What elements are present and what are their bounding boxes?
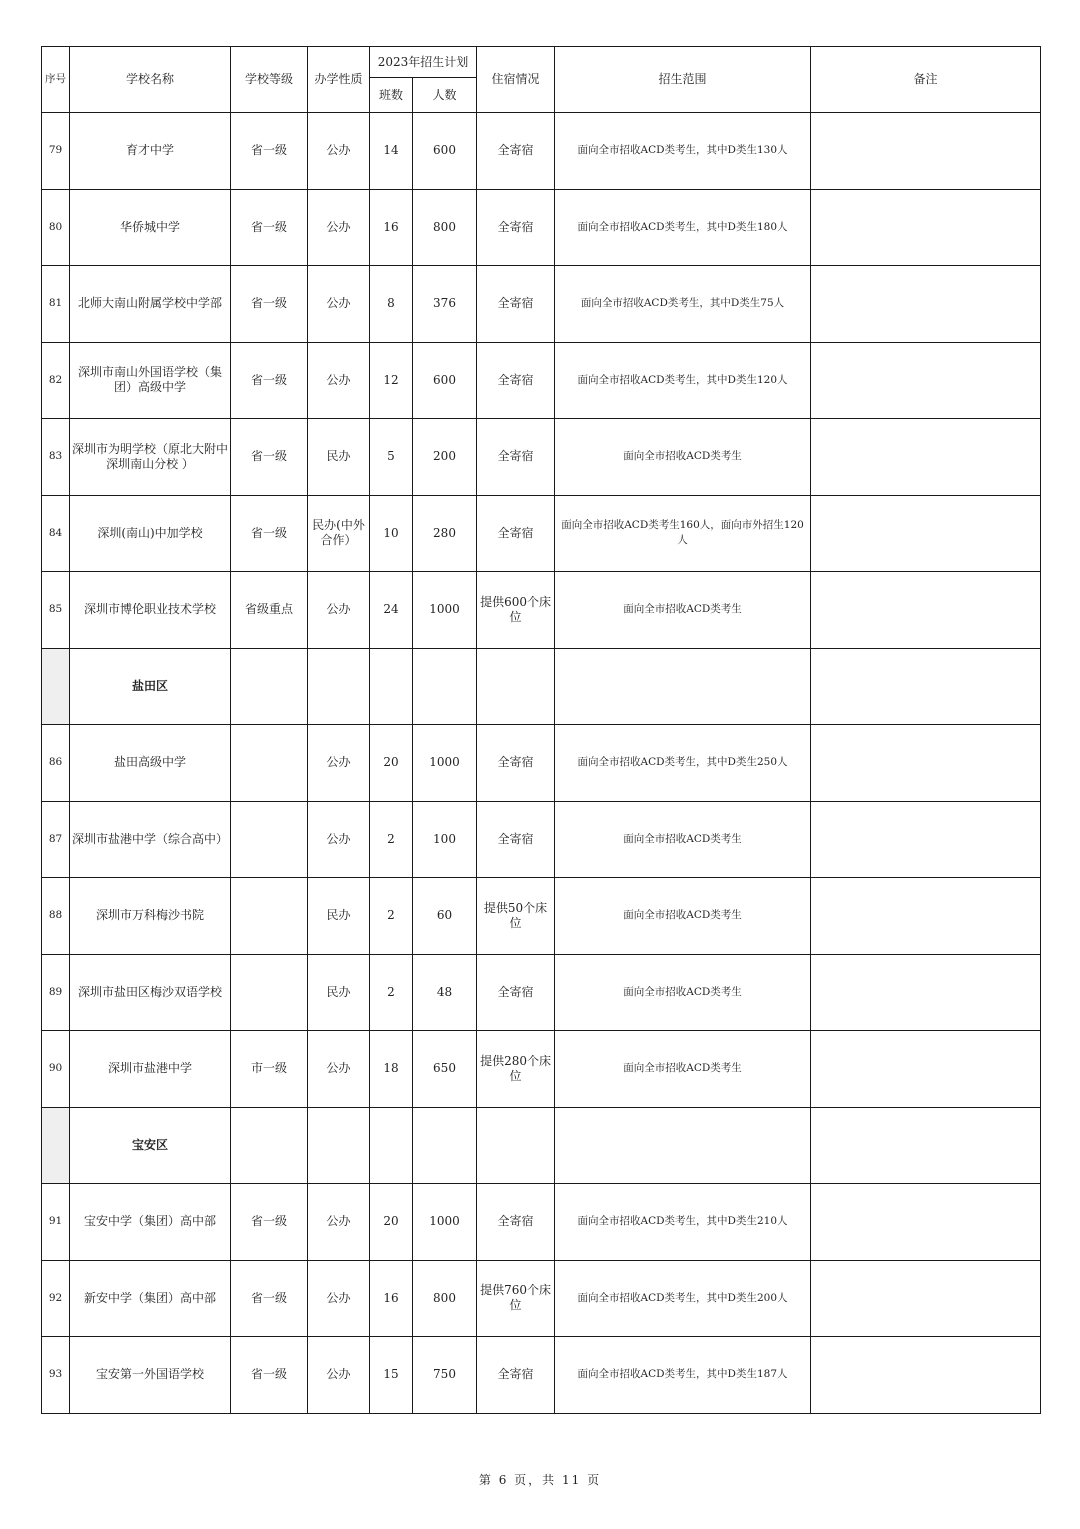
cell-scope: 面向全市招收ACD类考生160人，面向市外招生120人 <box>555 495 811 572</box>
cell-people: 1000 <box>413 1184 477 1261</box>
cell-seq: 91 <box>42 1184 70 1261</box>
cell-people: 650 <box>413 1031 477 1108</box>
cell-school-name: 深圳市盐港中学（综合高中） <box>70 801 231 878</box>
cell-school-name: 宝安第一外国语学校 <box>70 1337 231 1414</box>
cell-nature: 公办 <box>308 572 370 649</box>
header-plan: 2023年招生计划 <box>370 47 477 78</box>
district-row <box>42 648 1041 725</box>
cell-seq: 93 <box>42 1337 70 1414</box>
cell-school-name: 新安中学（集团）高中部 <box>70 1260 231 1337</box>
cell-remarks <box>811 1031 1041 1108</box>
cell-remarks <box>811 878 1041 955</box>
cell-nature: 公办 <box>308 725 370 802</box>
table-row <box>42 266 1041 343</box>
cell-seq: 82 <box>42 342 70 419</box>
cell-people: 280 <box>413 495 477 572</box>
cell-classes: 12 <box>370 342 413 419</box>
cell-remarks <box>811 1260 1041 1337</box>
cell-boarding: 全寄宿 <box>477 801 555 878</box>
table-row <box>42 342 1041 419</box>
empty-cell <box>555 648 811 725</box>
cell-people: 600 <box>413 342 477 419</box>
cell-classes: 8 <box>370 266 413 343</box>
cell-classes: 14 <box>370 113 413 190</box>
cell-boarding: 全寄宿 <box>477 495 555 572</box>
cell-school-name: 深圳市万科梅沙书院 <box>70 878 231 955</box>
cell-boarding: 全寄宿 <box>477 113 555 190</box>
table-body <box>42 113 1041 1414</box>
empty-cell <box>811 648 1041 725</box>
cell-nature: 公办 <box>308 342 370 419</box>
cell-remarks <box>811 725 1041 802</box>
cell-people: 100 <box>413 801 477 878</box>
empty-cell <box>477 1107 555 1184</box>
cell-school-name: 宝安中学（集团）高中部 <box>70 1184 231 1261</box>
table-row <box>42 113 1041 190</box>
cell-classes: 2 <box>370 878 413 955</box>
header-level: 学校等级 <box>231 47 308 113</box>
cell-people: 600 <box>413 113 477 190</box>
empty-cell <box>413 648 477 725</box>
header-name: 学校名称 <box>70 47 231 113</box>
district-name: 宝安区 <box>70 1107 231 1184</box>
table-row <box>42 1337 1041 1414</box>
table-row <box>42 1031 1041 1108</box>
table-row <box>42 1184 1041 1261</box>
cell-seq: 85 <box>42 572 70 649</box>
cell-people: 1000 <box>413 725 477 802</box>
table-row <box>42 801 1041 878</box>
cell-people: 48 <box>413 954 477 1031</box>
cell-boarding: 全寄宿 <box>477 1337 555 1414</box>
empty-cell <box>370 1107 413 1184</box>
cell-nature: 民办 <box>308 878 370 955</box>
cell-remarks <box>811 801 1041 878</box>
cell-seq: 86 <box>42 725 70 802</box>
table-row <box>42 495 1041 572</box>
empty-cell <box>811 1107 1041 1184</box>
cell-seq <box>42 648 70 725</box>
cell-boarding: 提供600个床位 <box>477 572 555 649</box>
cell-remarks <box>811 266 1041 343</box>
cell-level <box>231 878 308 955</box>
cell-scope: 面向全市招收ACD类考生，其中D类生120人 <box>555 342 811 419</box>
empty-cell <box>231 1107 308 1184</box>
cell-level: 省一级 <box>231 266 308 343</box>
cell-level: 省一级 <box>231 113 308 190</box>
cell-school-name: 深圳市盐港中学 <box>70 1031 231 1108</box>
table-row <box>42 189 1041 266</box>
cell-scope: 面向全市招收ACD类考生 <box>555 954 811 1031</box>
cell-nature: 公办 <box>308 189 370 266</box>
cell-seq: 92 <box>42 1260 70 1337</box>
cell-people: 800 <box>413 1260 477 1337</box>
cell-people: 1000 <box>413 572 477 649</box>
cell-scope: 面向全市招收ACD类考生，其中D类生200人 <box>555 1260 811 1337</box>
page-footer: 第 6 页，共 11 页 <box>478 1473 602 1487</box>
cell-people: 376 <box>413 266 477 343</box>
cell-school-name: 深圳市盐田区梅沙双语学校 <box>70 954 231 1031</box>
cell-nature: 公办 <box>308 266 370 343</box>
table-row <box>42 572 1041 649</box>
header-boarding: 住宿情况 <box>477 47 555 113</box>
cell-classes: 5 <box>370 419 413 496</box>
cell-seq: 87 <box>42 801 70 878</box>
cell-nature: 民办(中外合作） <box>308 495 370 572</box>
cell-level: 市一级 <box>231 1031 308 1108</box>
cell-school-name: 北师大南山附属学校中学部 <box>70 266 231 343</box>
cell-school-name: 深圳市为明学校（原北大附中深圳南山分校 ） <box>70 419 231 496</box>
cell-scope: 面向全市招收ACD类考生，其中D类生75人 <box>555 266 811 343</box>
table-row <box>42 878 1041 955</box>
cell-level <box>231 954 308 1031</box>
cell-boarding: 全寄宿 <box>477 954 555 1031</box>
cell-scope: 面向全市招收ACD类考生，其中D类生210人 <box>555 1184 811 1261</box>
admission-plan-table <box>41 46 1041 1414</box>
table-row <box>42 725 1041 802</box>
cell-scope: 面向全市招收ACD类考生，其中D类生250人 <box>555 725 811 802</box>
cell-nature: 民办 <box>308 954 370 1031</box>
cell-classes: 24 <box>370 572 413 649</box>
cell-seq: 79 <box>42 113 70 190</box>
cell-nature: 公办 <box>308 801 370 878</box>
cell-nature: 公办 <box>308 1031 370 1108</box>
cell-seq: 84 <box>42 495 70 572</box>
cell-boarding: 提供760个床位 <box>477 1260 555 1337</box>
cell-people: 60 <box>413 878 477 955</box>
district-name: 盐田区 <box>70 648 231 725</box>
cell-people: 750 <box>413 1337 477 1414</box>
cell-level: 省一级 <box>231 342 308 419</box>
empty-cell <box>231 648 308 725</box>
cell-nature: 公办 <box>308 1184 370 1261</box>
cell-scope: 面向全市招收ACD类考生 <box>555 801 811 878</box>
cell-remarks <box>811 1184 1041 1261</box>
cell-nature: 公办 <box>308 1260 370 1337</box>
cell-level: 省一级 <box>231 495 308 572</box>
cell-classes: 10 <box>370 495 413 572</box>
cell-remarks <box>811 113 1041 190</box>
cell-seq: 89 <box>42 954 70 1031</box>
header-seq: 序号 <box>42 47 70 113</box>
cell-school-name: 深圳市博伦职业技术学校 <box>70 572 231 649</box>
cell-level <box>231 801 308 878</box>
cell-seq: 81 <box>42 266 70 343</box>
cell-nature: 民办 <box>308 419 370 496</box>
cell-people: 800 <box>413 189 477 266</box>
cell-level: 省一级 <box>231 1260 308 1337</box>
cell-remarks <box>811 342 1041 419</box>
cell-remarks <box>811 572 1041 649</box>
cell-scope: 面向全市招收ACD类考生，其中D类生187人 <box>555 1337 811 1414</box>
district-row <box>42 1107 1041 1184</box>
table-row <box>42 954 1041 1031</box>
cell-school-name: 深圳市南山外国语学校（集团）高级中学 <box>70 342 231 419</box>
cell-remarks <box>811 419 1041 496</box>
cell-boarding: 全寄宿 <box>477 342 555 419</box>
empty-cell <box>308 648 370 725</box>
empty-cell <box>555 1107 811 1184</box>
cell-boarding: 全寄宿 <box>477 189 555 266</box>
cell-remarks <box>811 954 1041 1031</box>
cell-seq: 90 <box>42 1031 70 1108</box>
header-scope: 招生范围 <box>555 47 811 113</box>
empty-cell <box>370 648 413 725</box>
cell-scope: 面向全市招收ACD类考生 <box>555 1031 811 1108</box>
header-nature: 办学性质 <box>308 47 370 113</box>
cell-boarding: 全寄宿 <box>477 725 555 802</box>
cell-seq: 80 <box>42 189 70 266</box>
cell-boarding: 提供280个床位 <box>477 1031 555 1108</box>
table-row <box>42 1260 1041 1337</box>
cell-classes: 15 <box>370 1337 413 1414</box>
header-people: 人数 <box>413 78 477 113</box>
cell-people: 200 <box>413 419 477 496</box>
cell-classes: 18 <box>370 1031 413 1108</box>
cell-school-name: 育才中学 <box>70 113 231 190</box>
cell-boarding: 全寄宿 <box>477 419 555 496</box>
cell-level: 省级重点 <box>231 572 308 649</box>
cell-scope: 面向全市招收ACD类考生，其中D类生180人 <box>555 189 811 266</box>
cell-school-name: 盐田高级中学 <box>70 725 231 802</box>
cell-scope: 面向全市招收ACD类考生 <box>555 572 811 649</box>
cell-boarding: 提供50个床位 <box>477 878 555 955</box>
cell-remarks <box>811 1337 1041 1414</box>
cell-classes: 2 <box>370 801 413 878</box>
cell-remarks <box>811 189 1041 266</box>
cell-seq: 83 <box>42 419 70 496</box>
cell-level <box>231 725 308 802</box>
cell-scope: 面向全市招收ACD类考生 <box>555 878 811 955</box>
cell-seq: 88 <box>42 878 70 955</box>
cell-scope: 面向全市招收ACD类考生，其中D类生130人 <box>555 113 811 190</box>
cell-classes: 16 <box>370 189 413 266</box>
cell-nature: 公办 <box>308 1337 370 1414</box>
cell-boarding: 全寄宿 <box>477 266 555 343</box>
empty-cell <box>413 1107 477 1184</box>
cell-classes: 2 <box>370 954 413 1031</box>
empty-cell <box>477 648 555 725</box>
header-row <box>42 47 1041 78</box>
cell-school-name: 华侨城中学 <box>70 189 231 266</box>
cell-level: 省一级 <box>231 189 308 266</box>
cell-scope: 面向全市招收ACD类考生 <box>555 419 811 496</box>
cell-remarks <box>811 495 1041 572</box>
cell-level: 省一级 <box>231 1184 308 1261</box>
header-classes: 班数 <box>370 78 413 113</box>
cell-level: 省一级 <box>231 419 308 496</box>
table-row <box>42 419 1041 496</box>
cell-seq <box>42 1107 70 1184</box>
cell-school-name: 深圳(南山)中加学校 <box>70 495 231 572</box>
cell-boarding: 全寄宿 <box>477 1184 555 1261</box>
cell-classes: 16 <box>370 1260 413 1337</box>
empty-cell <box>308 1107 370 1184</box>
cell-level: 省一级 <box>231 1337 308 1414</box>
cell-classes: 20 <box>370 1184 413 1261</box>
header-remarks: 备注 <box>811 47 1041 113</box>
cell-nature: 公办 <box>308 113 370 190</box>
cell-classes: 20 <box>370 725 413 802</box>
